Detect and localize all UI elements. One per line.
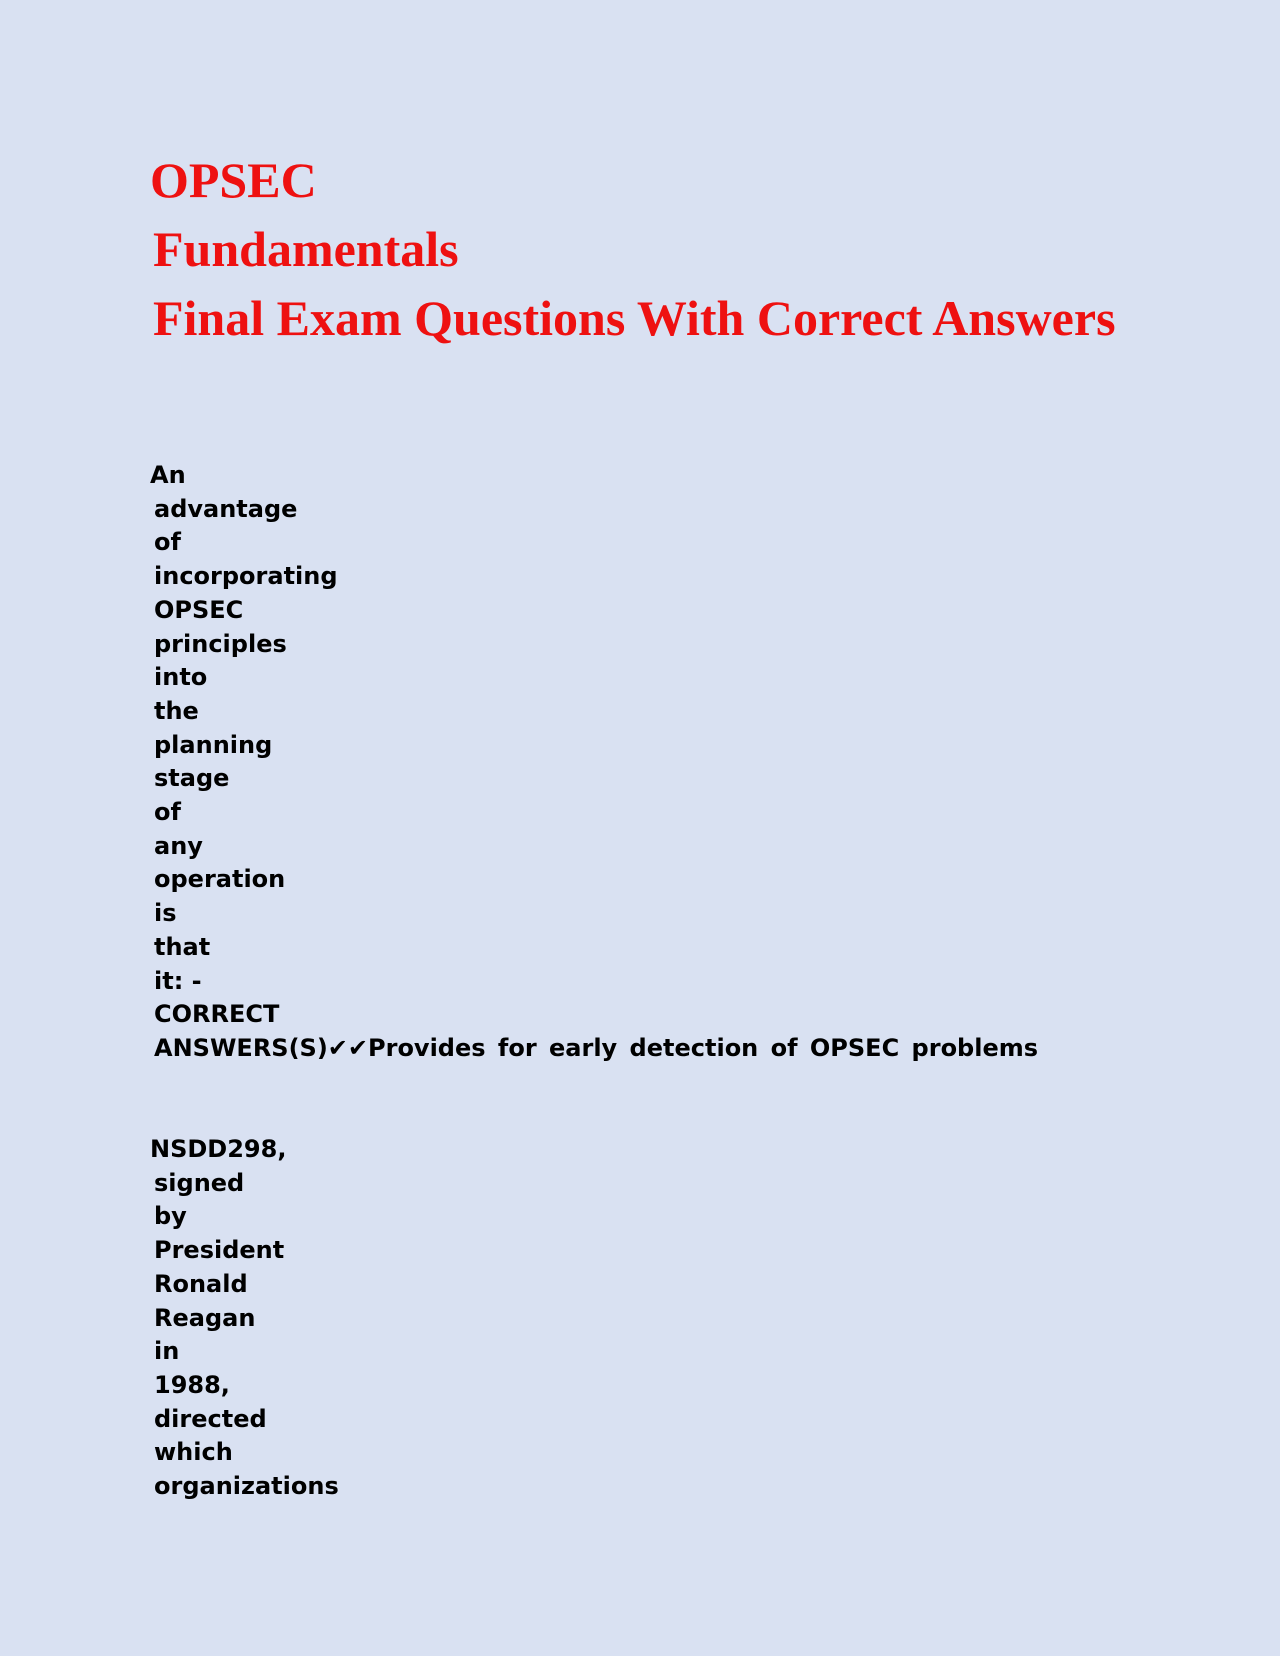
question-word: OPSEC: [154, 595, 244, 624]
title-line-fundamentals: Fundamentals: [153, 221, 459, 277]
document-title: [150, 146, 1116, 353]
title-line-final-exam: Final Exam Questions With Correct Answers: [153, 290, 1116, 346]
question-word: stage: [154, 764, 230, 793]
question-1: [150, 459, 1038, 1066]
question-word: which: [154, 1438, 233, 1467]
question-word: the: [154, 696, 199, 725]
question-word: planning: [154, 730, 273, 759]
question-word: 1988,: [154, 1370, 230, 1399]
question-word: of: [154, 528, 181, 557]
question-word: is: [154, 899, 177, 928]
question-word: President: [154, 1236, 285, 1265]
question-word: in: [154, 1337, 180, 1366]
question-word: incorporating: [154, 562, 338, 591]
question-word: of: [154, 798, 181, 827]
question-word: An: [150, 461, 186, 489]
question-word: principles: [154, 629, 287, 658]
question-word: directed: [154, 1404, 267, 1433]
question-2: [150, 1133, 339, 1504]
title-line-opsec: OPSEC: [150, 152, 317, 208]
question-word: advantage: [154, 494, 298, 523]
question-word: it: -: [154, 966, 202, 995]
answer-text: ANSWERS(S)✔✔Provides for early detection of OPSEC problems: [154, 1033, 1039, 1062]
question-word: by: [154, 1202, 187, 1231]
question-word: NSDD298,: [150, 1135, 287, 1163]
question-word: into: [154, 663, 208, 692]
question-word: that: [154, 932, 211, 961]
question-word: Reagan: [154, 1303, 256, 1332]
question-word: CORRECT: [154, 1000, 280, 1029]
question-word: operation: [154, 865, 286, 894]
question-word: any: [154, 831, 203, 860]
question-word: signed: [154, 1168, 245, 1197]
question-word: organizations: [154, 1472, 339, 1501]
question-word: Ronald: [154, 1269, 248, 1298]
